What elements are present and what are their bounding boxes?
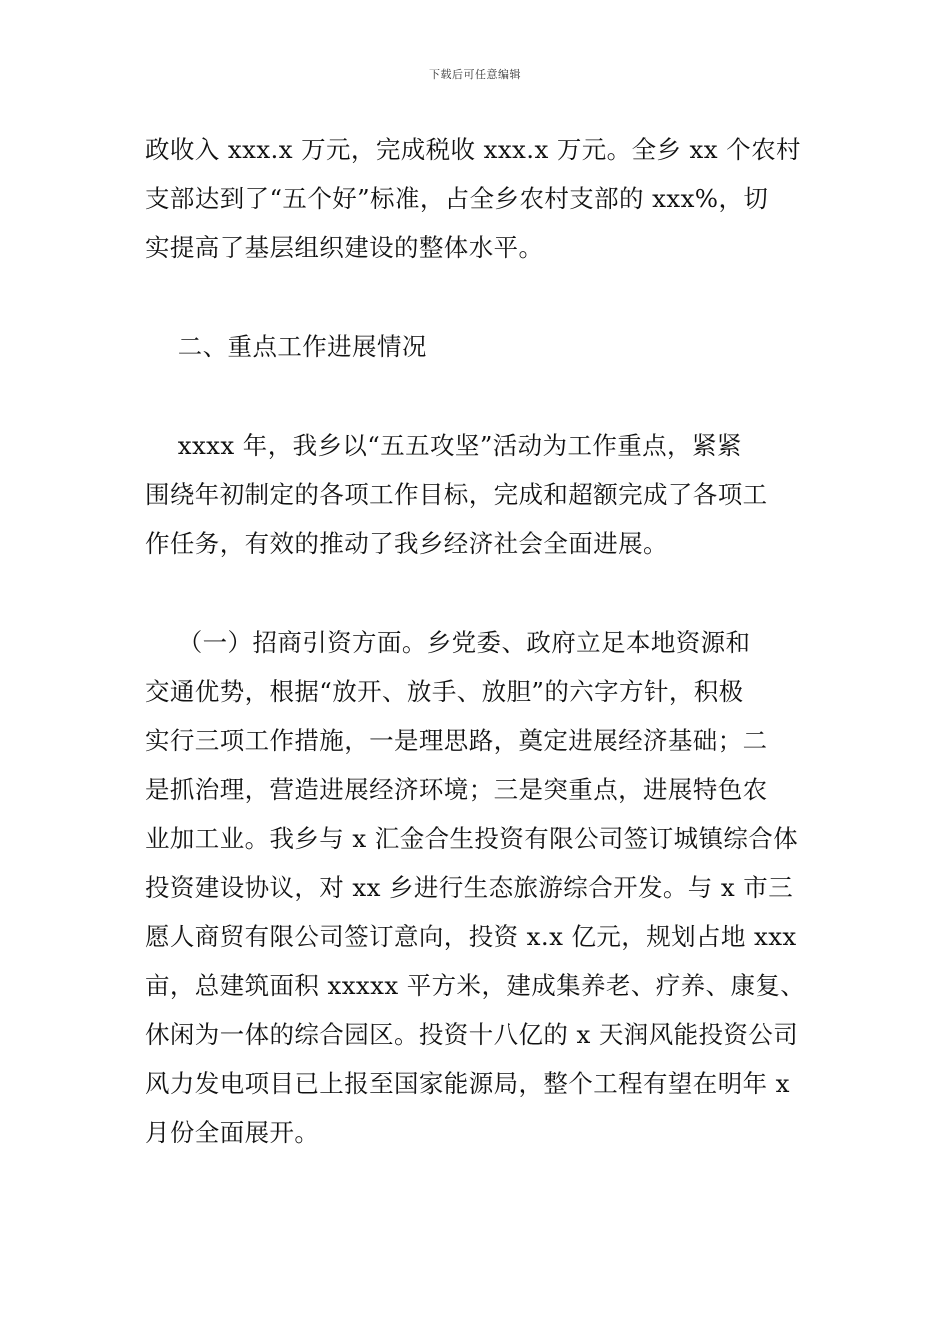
paragraph-line: 业加工业。我乡与 x 汇金合生投资有限公司签订城镇综合体 bbox=[145, 824, 799, 853]
paragraph-line: 是抓治理，营造进展经济环境；三是突重点，进展特色农 bbox=[145, 775, 768, 804]
section-heading: 二、重点工作进展情况 bbox=[145, 332, 427, 361]
paragraph-line: 亩，总建筑面积 xxxxx 平方米，建成集养老、疗养、康复、 bbox=[145, 971, 806, 1000]
paragraph-line: 支部达到了“五个好”标准，占全乡农村支部的 xxx%，切 bbox=[145, 184, 769, 213]
paragraph-line: 愿人商贸有限公司签订意向，投资 x.x 亿元，规划占地 xxx bbox=[145, 922, 797, 951]
paragraph-line: 休闲为一体的综合园区。投资十八亿的 x 天润风能投资公司 bbox=[145, 1020, 799, 1049]
paragraph-line: 实提高了基层组织建设的整体水平。 bbox=[145, 233, 544, 262]
paragraph-line: 政收入 xxx.x 万元，完成税收 xxx.x 万元。全乡 xx 个农村 bbox=[145, 135, 801, 164]
paragraph-line: 月份全面展开。 bbox=[145, 1118, 320, 1147]
paragraph-line: 交通优势，根据“放开、放手、放胆”的六字方针，积极 bbox=[145, 677, 744, 706]
paragraph-line: 投资建设协议，对 xx 乡进行生态旅游综合开发。与 x 市三 bbox=[145, 873, 794, 902]
paragraph-line: xxxx 年，我乡以“五五攻坚”活动为工作重点，紧紧 bbox=[145, 431, 742, 460]
paragraph-line: 作任务，有效的推动了我乡经济社会全面进展。 bbox=[145, 529, 668, 558]
page-header: 下载后可任意编辑 bbox=[429, 68, 521, 81]
paragraph-line: 风力发电项目已上报至国家能源局，整个工程有望在明年 x bbox=[145, 1069, 790, 1098]
paragraph-line: （一）招商引资方面。乡党委、政府立足本地资源和 bbox=[145, 628, 751, 657]
paragraph-line: 围绕年初制定的各项工作目标，完成和超额完成了各项工 bbox=[145, 480, 768, 509]
paragraph-line: 实行三项工作措施，一是理思路，奠定进展经济基础；二 bbox=[145, 726, 768, 755]
